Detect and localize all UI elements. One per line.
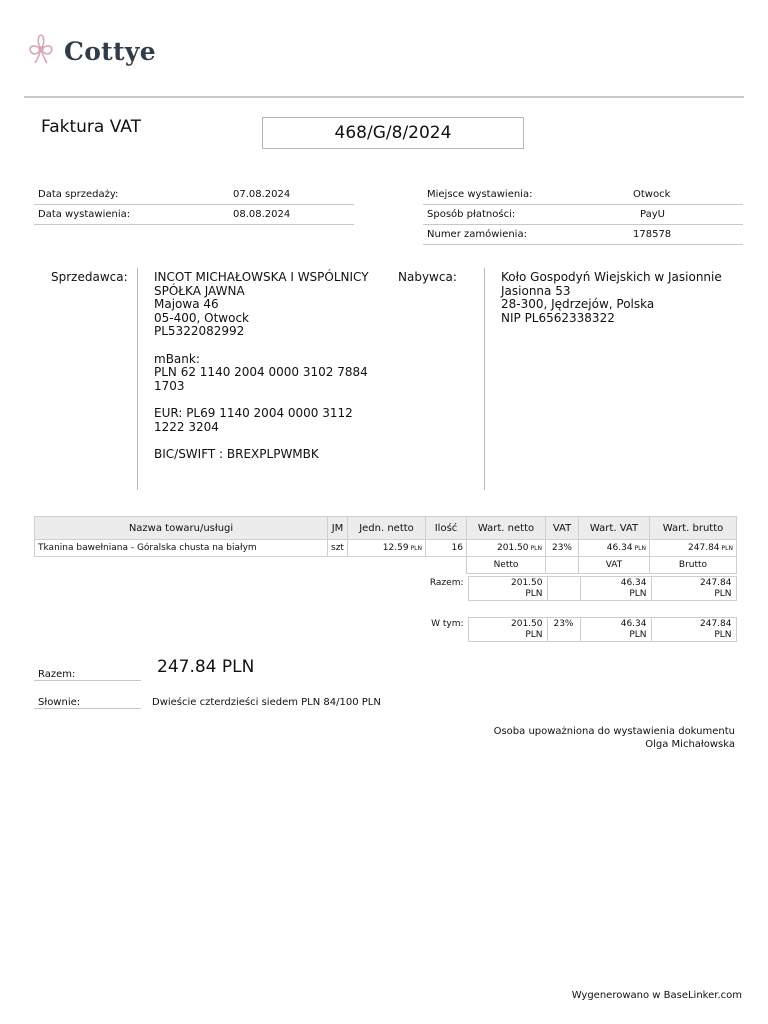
currency-label: PLN (629, 588, 647, 599)
item-net (467, 540, 546, 557)
item-vat-value: 46.34 (606, 543, 633, 553)
place-value: Otwock (613, 185, 743, 205)
col-header-unit: JM (328, 517, 348, 540)
total-label: Razem: (34, 669, 141, 681)
razem-totals (415, 576, 737, 601)
item-vat-rate: 23% (546, 540, 579, 557)
razem-vat (580, 577, 651, 601)
meta-table (423, 185, 743, 245)
generated-footer: Wygenerowano w BaseLinker.com (571, 990, 742, 1001)
header-divider (24, 96, 744, 98)
payment-row (423, 205, 743, 225)
issue-date-value: 08.08.2024 (229, 205, 354, 225)
order-value: 178578 (613, 225, 743, 245)
col-header-qty: Ilość (426, 517, 467, 540)
col-header-vat-rate: VAT (546, 517, 579, 540)
table-row (35, 540, 737, 557)
wtym-net-value: 201.50 (511, 619, 543, 629)
wtym-rate: 23% (547, 618, 580, 642)
wtym-vat (580, 618, 651, 642)
seller-details: INCOT MICHAŁOWSKA I WSPÓLNICY SPÓŁKA JAWNA Majowa 46 05-400, Otwock PL5322082992 mBank: PLN 62 1140 2004 0000 3102 7884 1703 EUR: PL69 1140 2004 0000 3112 1222 3204 BIC/SWIFT : BREXPLPWMBK (154, 270, 369, 461)
currency-label: PLN (714, 588, 732, 599)
signature-name: Olga Michałowska (645, 738, 735, 750)
summary-header-row (35, 557, 737, 574)
total-value: 247.84 PLN (157, 657, 255, 677)
wtym-net (468, 618, 547, 642)
currency-label: PLN (629, 629, 647, 640)
signature-block (494, 726, 735, 751)
sub-header-gross: Brutto (650, 557, 737, 574)
sale-date-value: 07.08.2024 (229, 185, 354, 205)
currency-label: PLN (530, 545, 542, 552)
item-net-value: 201.50 (497, 543, 529, 553)
document-title: Faktura VAT (41, 117, 141, 137)
item-vat (579, 540, 650, 557)
wtym-gross (651, 618, 736, 642)
razem-net (468, 577, 547, 601)
issue-date-label: Data wystawienia: (34, 205, 229, 225)
document-number: 468/G/8/2024 (262, 117, 524, 149)
sale-date-label: Data sprzedaży: (34, 185, 229, 205)
brand-logo (24, 32, 156, 70)
place-label: Miejsce wystawienia: (423, 185, 613, 205)
col-header-vat: Wart. VAT (579, 517, 650, 540)
payment-label: Sposób płatności: (423, 205, 613, 225)
sale-date-row (34, 185, 354, 205)
words-label: Słownie: (34, 697, 141, 709)
wtym-totals (415, 617, 737, 642)
seller-label: Sprzedawca: (51, 270, 128, 284)
wtym-label: W tym: (431, 618, 464, 629)
signature-caption: Osoba upoważniona do wystawienia dokumentu (493, 726, 735, 737)
currency-label: PLN (714, 629, 732, 640)
buyer-divider (484, 268, 485, 490)
item-unit: szt (328, 540, 348, 557)
col-header-net: Wart. netto (467, 517, 546, 540)
wtym-row (415, 618, 736, 642)
buyer-label: Nabywca: (398, 270, 457, 284)
currency-label: PLN (721, 545, 733, 552)
currency-label: PLN (634, 545, 646, 552)
razem-vat-value: 46.34 (620, 578, 647, 588)
order-label: Numer zamówienia: (423, 225, 613, 245)
items-table (34, 516, 737, 574)
issue-date-row (34, 205, 354, 225)
payment-value: PayU (613, 205, 743, 225)
item-qty: 16 (426, 540, 467, 557)
order-row (423, 225, 743, 245)
currency-label: PLN (525, 588, 543, 599)
sub-header-net: Netto (467, 557, 546, 574)
item-gross (650, 540, 737, 557)
item-unit-net (348, 540, 426, 557)
item-gross-value: 247.84 (688, 543, 720, 553)
razem-gross (651, 577, 736, 601)
brand-name: Cottye (64, 36, 156, 66)
col-header-gross: Wart. brutto (650, 517, 737, 540)
col-header-name: Nazwa towaru/usługi (35, 517, 328, 540)
item-unit-net-value: 12.59 (382, 543, 409, 553)
items-header-row (35, 517, 737, 540)
buyer-details: Koło Gospodyń Wiejskich w Jasionnie Jasionna 53 28-300, Jędrzejów, Polska NIP PL6562338322 (501, 270, 722, 325)
item-name: Tkanina bawełniana - Góralska chusta na białym (35, 540, 328, 557)
wtym-vat-value: 46.34 (620, 619, 647, 629)
flower-ornament-icon (24, 32, 58, 70)
razem-row (415, 577, 736, 601)
dates-table (34, 185, 354, 225)
razem-net-value: 201.50 (511, 578, 543, 588)
place-row (423, 185, 743, 205)
wtym-gross-value: 247.84 (700, 619, 732, 629)
razem-label: Razem: (429, 577, 464, 588)
currency-label: PLN (525, 629, 543, 640)
sub-header-vat: VAT (579, 557, 650, 574)
col-header-unit-net: Jedn. netto (348, 517, 426, 540)
razem-gross-value: 247.84 (700, 578, 732, 588)
words-value: Dwieście czterdzieści siedem PLN 84/100 PLN (152, 697, 381, 708)
seller-divider (137, 268, 138, 490)
currency-label: PLN (410, 545, 422, 552)
